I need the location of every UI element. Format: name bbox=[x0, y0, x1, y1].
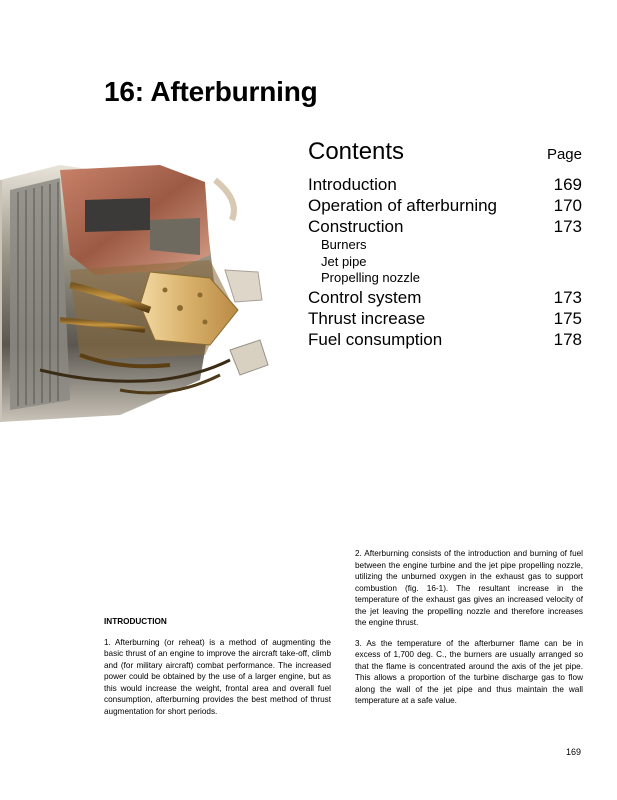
toc-entry-page: 173 bbox=[553, 287, 582, 307]
toc-entry-page: 173 bbox=[553, 217, 582, 236]
page-number: 169 bbox=[566, 747, 582, 757]
paragraph: 1. Afterburning (or reheat) is a method of augmenting the basic thrust of an engine to improve the aircraft take-off, climb and (for military aircraft) combat performance. The increased power could be obtained by the use of a larger engine, but as this would increase the weight, frontal area and overall fuel consumption, afterburning provides the best method of thrust augmentation for short periods. bbox=[104, 637, 331, 716]
contents-header bbox=[308, 138, 582, 166]
toc-entry bbox=[308, 216, 582, 237]
toc-entry bbox=[308, 195, 582, 216]
toc-entry-label: Construction bbox=[308, 217, 404, 236]
paragraph: 3. As the temperature of the afterburner flame can be in excess of 1,700 deg. C., the burners are usually arranged so that the flame is concentrated around the axis of the jet pipe. This allows a proportion of the turbine discharge gas to flow along the wall of the jet pipe and thus maintain the wall temperature at a safe value. bbox=[355, 638, 583, 705]
chapter-title: 16: Afterburning bbox=[104, 76, 318, 107]
toc-entry-label: Fuel consumption bbox=[308, 329, 443, 349]
section-heading: INTRODUCTION bbox=[104, 617, 167, 626]
toc-entry bbox=[308, 174, 582, 195]
toc-sub-entry: Burners bbox=[321, 237, 367, 252]
toc-entry-page: 169 bbox=[553, 175, 582, 194]
left-text-column bbox=[104, 616, 331, 726]
toc-entry-page: 170 bbox=[553, 196, 582, 215]
toc-entry bbox=[308, 308, 582, 329]
toc-entry-label: Operation of afterburning bbox=[308, 196, 498, 215]
engine-cutaway-illustration bbox=[0, 160, 310, 425]
contents-page-label: Page bbox=[546, 146, 582, 163]
toc-entry bbox=[308, 287, 582, 308]
contents-title: Contents bbox=[308, 138, 405, 165]
toc-entry-label: Control system bbox=[308, 287, 422, 307]
toc-entry-page: 178 bbox=[553, 329, 582, 349]
paragraph: 2. Afterburning consists of the introduction and burning of fuel between the engine turbine and the jet pipe propelling nozzle, utilizing the unburned oxygen in the exhaust gas to support combustion (fig. 16-1). The resultant increase in the temperature of the exhaust gas gives an increased velocity of the jet leaving the propelling nozzle and therefore increases the engine thrust. bbox=[355, 549, 583, 627]
right-text-column bbox=[355, 548, 583, 716]
toc-entry-label: Thrust increase bbox=[308, 308, 426, 328]
toc-sub-entry: Propelling nozzle bbox=[321, 270, 421, 285]
table-of-contents bbox=[308, 138, 582, 350]
toc-entry-page: 175 bbox=[553, 308, 582, 328]
toc-entry bbox=[308, 329, 582, 350]
toc-sub-entry: Jet pipe bbox=[321, 253, 367, 269]
toc-entry-label: Introduction bbox=[308, 175, 397, 194]
